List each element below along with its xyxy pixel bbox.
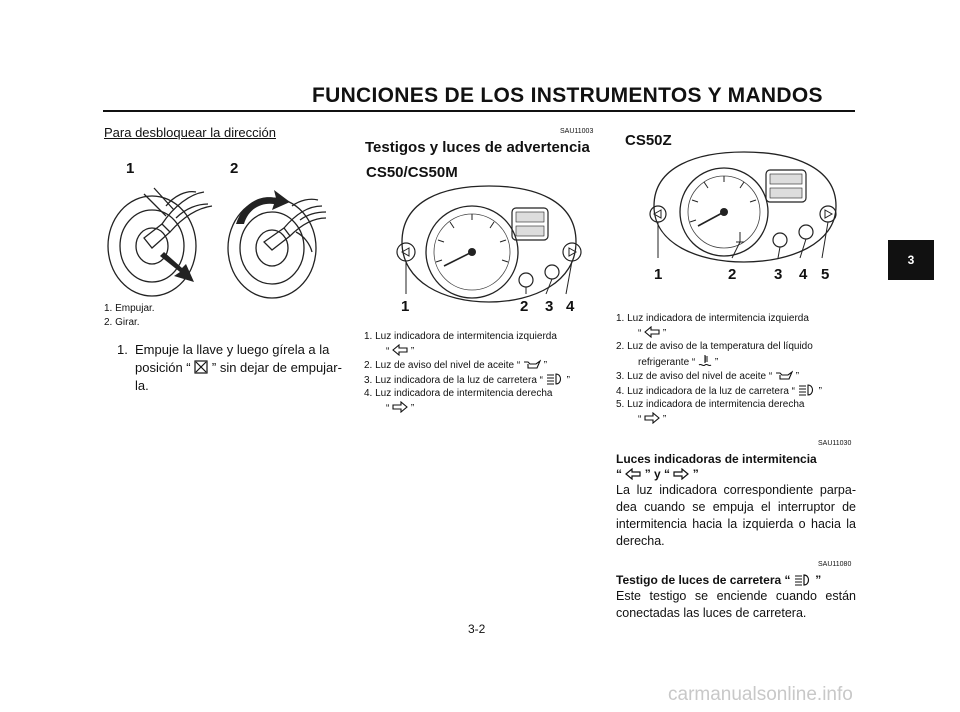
step-number: 1. — [117, 342, 128, 357]
cs50-indicator-list: 1. Luz indicadora de intermitencia izquierda “ ” 2. Luz de aviso del nivel de aceite “ ” 3. Luz indicadora de la luz de carretera “ ” 4. Luz indicadora de intermitencia derecha “ ” — [364, 331, 570, 414]
page-number: 3-2 — [468, 622, 486, 636]
turn-right-icon — [673, 468, 689, 480]
list-item: 3. Luz de aviso del nivel de aceite “ — [616, 371, 773, 382]
section-code-turn-signals: SAU11030 — [818, 440, 852, 447]
cs50z-callout-4: 4 — [799, 266, 808, 283]
high-beam-icon — [794, 574, 812, 586]
turn-signal-description: La luz indicadora correspondiente parpa-dea cuando se empuja el interruptor de intermitencia hacia la izquierda o hacia la derecha. — [616, 483, 856, 548]
cs50z-indicator-list: 1. Luz indicadora de intermitencia izquierda “ ” 2. Luz de aviso de la temperatura del líquido refrigerante “ ” 3. Luz de aviso del nivel de aceite “ ” 4. Luz indicadora de la luz de carretera “ ” 5. Luz indicadora de intermitencia derecha “ ” — [616, 313, 822, 425]
high-beam-heading: Testigo de luces de carretera “ ” — [616, 573, 822, 587]
list-item: 2. Luz de aviso de la temperatura del líquido — [616, 341, 813, 352]
list-item: 4. Luz indicadora de intermitencia derecha — [364, 388, 553, 399]
turn-right-icon — [644, 412, 660, 424]
step-line-2a: posición “ — [135, 360, 191, 375]
unlock-steering-subheading: Para desbloquear la dirección — [104, 125, 276, 140]
model-label-cs50z: CS50Z — [625, 132, 672, 149]
cs50-callout-2: 2 — [520, 298, 529, 315]
oil-can-icon — [775, 369, 793, 381]
cs50-callout-3: 3 — [545, 298, 554, 315]
cs50z-callout-5: 5 — [821, 266, 830, 283]
model-label-cs50: CS50/CS50M — [366, 164, 458, 181]
caption-turn: 2. Girar. — [104, 317, 140, 328]
list-item: 2. Luz de aviso del nivel de aceite “ — [364, 360, 521, 371]
cs50z-dashboard-illustration — [640, 150, 850, 266]
list-item: 1. Luz indicadora de intermitencia izquierda — [364, 331, 557, 342]
cs50z-callout-3: 3 — [774, 266, 783, 283]
cs50-dashboard-illustration — [384, 182, 594, 308]
step-line-3: la. — [135, 378, 149, 393]
header-rule — [103, 110, 855, 112]
cs50z-callout-2: 2 — [728, 266, 737, 283]
list-item: 1. Luz indicadora de intermitencia izquierda — [616, 313, 809, 324]
ignition-key-illustration — [104, 176, 334, 300]
cs50-callout-1: 1 — [401, 298, 410, 315]
illustration-number-2: 2 — [230, 160, 239, 177]
turn-left-icon — [392, 344, 408, 356]
cs50-callout-4: 4 — [566, 298, 575, 315]
turn-left-icon — [644, 326, 660, 338]
turn-signal-heading-line-1: Luces indicadoras de intermitencia — [616, 452, 817, 466]
oil-can-icon — [523, 358, 541, 370]
caption-push: 1. Empujar. — [104, 303, 155, 314]
step-line-2b: ” sin dejar de empujar- — [211, 360, 342, 375]
turn-signal-heading-line-2: “ ” y “ ” — [616, 467, 699, 481]
indicators-title: Testigos y luces de advertencia — [365, 139, 590, 156]
watermark: carmanualsonline.info — [668, 684, 853, 705]
page-header-title: FUNCIONES DE LOS INSTRUMENTOS Y MANDOS — [312, 84, 823, 107]
chapter-tab: 3 — [888, 240, 934, 280]
lock-x-icon — [194, 360, 208, 374]
list-item: 5. Luz indicadora de intermitencia derecha — [616, 399, 805, 410]
step-line-1: Empuje la llave y luego gírela a la — [135, 342, 330, 357]
section-code-high-beam: SAU11080 — [818, 561, 852, 568]
list-item: 3. Luz indicadora de la luz de carretera “ — [364, 374, 543, 386]
section-code-indicators: SAU11003 — [560, 128, 594, 135]
coolant-temp-icon — [698, 354, 712, 367]
turn-right-icon — [392, 401, 408, 413]
cs50z-callout-1: 1 — [654, 266, 663, 283]
unlock-step-1 — [117, 341, 347, 395]
high-beam-icon — [798, 384, 816, 396]
list-item: 4. Luz indicadora de la luz de carretera “ — [616, 385, 795, 397]
high-beam-description: Este testigo se enciende cuando están conectadas las luces de carretera. — [616, 589, 856, 620]
high-beam-icon — [546, 373, 564, 385]
illustration-number-1: 1 — [126, 160, 135, 177]
turn-left-icon — [625, 468, 641, 480]
